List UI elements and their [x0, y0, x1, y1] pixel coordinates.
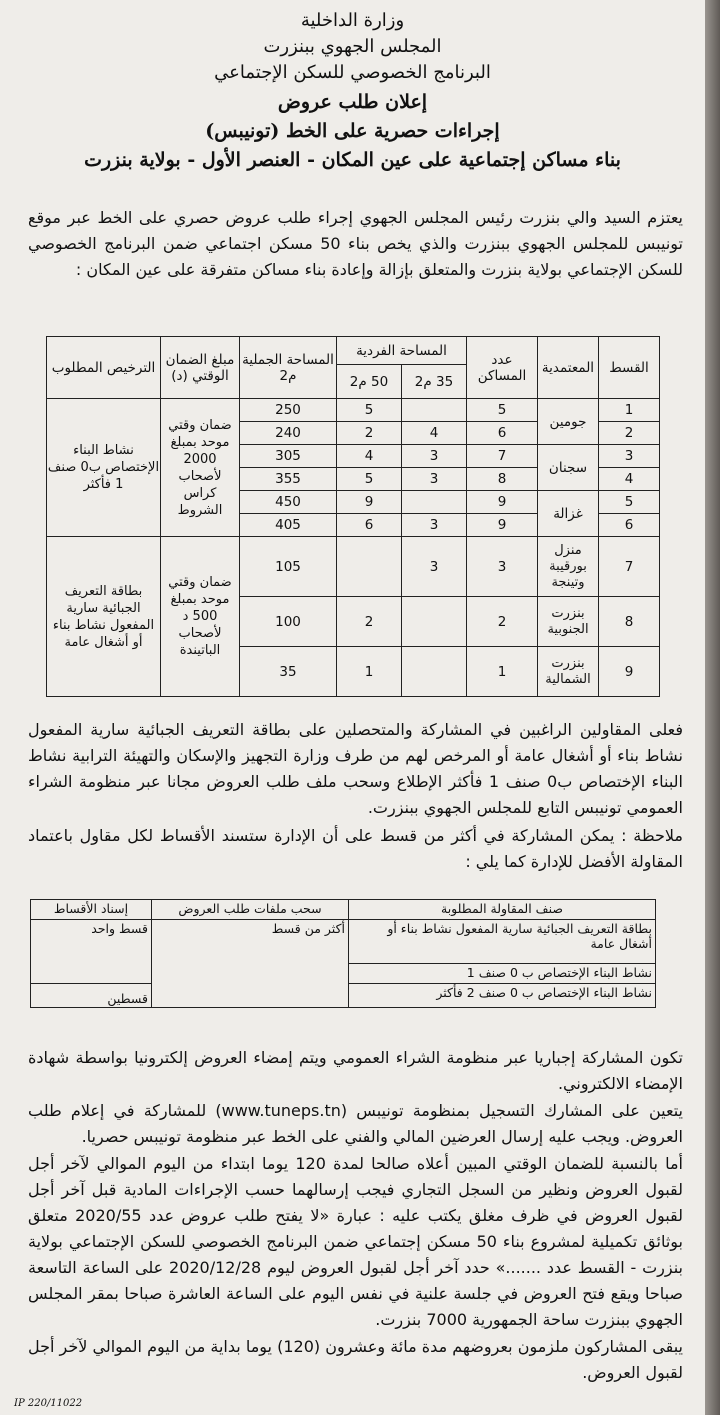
- area35-cell: [402, 399, 467, 422]
- total-area-cell: 450: [240, 491, 337, 514]
- assign-lots-cell: قسطين: [31, 984, 152, 1008]
- notice-title: إعلان طلب عروض: [277, 91, 428, 113]
- count-cell: 8: [467, 468, 538, 491]
- total-area-cell: 105: [240, 537, 337, 597]
- lot-number: 1: [599, 399, 660, 422]
- header-lot: القسط: [599, 337, 660, 399]
- lot-number: 4: [599, 468, 660, 491]
- area35-cell: 3: [402, 468, 467, 491]
- header-total-area: المساحة الجملية م2: [240, 337, 337, 399]
- validity-paragraph: يبقى المشاركون ملزمون بعروضهم مدة مائة وعشرون (120) يوما بداية من اليوم الموالي لآخر أجل لقبول العروض.: [28, 1337, 683, 1382]
- header-contractor-type: صنف المقاولة المطلوبة: [349, 900, 656, 920]
- assignment-table: [30, 899, 656, 1008]
- area35-cell: [402, 597, 467, 647]
- area50-cell: 2: [337, 597, 402, 647]
- council-line: المجلس الجهوي ببنزرت: [263, 36, 442, 57]
- lot-number: 3: [599, 445, 660, 468]
- license-cell: بطاقة التعريف الجبائية سارية المفعول نشاط بناء أو أشغال عامة: [47, 537, 161, 697]
- delegation-cell: سجنان: [538, 445, 599, 491]
- count-cell: 3: [467, 537, 538, 597]
- conditions-paragraph: فعلى المقاولين الراغبين في المشاركة والمتحصلين على بطاقة التعريف الجبائية سارية المفعول نشاط بناء أو أشغال عامة أو المرخص لهم من طرف وزارة التجهيز والإسكان والتهيئة الترابية نشاط البناء الإختصاص ب0 صنف 1 فأكثر الإطلاع وسحب ملف طلب العروض مجانا عبر منظومة الشراء العمومي تونيبس التابع للمجلس الجهوي ببنزرت.: [28, 720, 683, 817]
- registration-paragraph: يتعين على المشارك التسجيل بمنظومة تونيبس (www.tuneps.tn) للمشاركة في إعلام طلب العروض. ويجب عليه إرسال العرضين المالي والفني على الخط عبر منظومة تونيبس حصريا.: [28, 1101, 684, 1146]
- note-paragraph: ملاحظة : يمكن المشاركة في أكثر من قسط على أن الإدارة ستسند الأقساط لكل مقاول باعتماد المقاولة الأفضل للإدارة كما يلي :: [28, 826, 683, 871]
- lot-number: 8: [599, 597, 660, 647]
- header-license: الترخيص المطلوب: [47, 337, 161, 399]
- area50-cell: 9: [337, 491, 402, 514]
- total-area-cell: 405: [240, 514, 337, 537]
- area50-cell: 5: [337, 399, 402, 422]
- area50-cell: 5: [337, 468, 402, 491]
- count-cell: 9: [467, 514, 538, 537]
- project-title: بناء مساكن إجتماعية على عين المكان - العنصر الأول - بولاية بنزرت: [84, 149, 621, 171]
- header-delegation: المعتمدية: [538, 337, 599, 399]
- lot-number: 5: [599, 491, 660, 514]
- delegation-cell: منزل بورقيبة وتينجة: [538, 537, 599, 597]
- lot-number: 9: [599, 647, 660, 697]
- total-area-cell: 100: [240, 597, 337, 647]
- header-count: عدد المساكن: [467, 337, 538, 399]
- contractor-type-cell: نشاط البناء الإختصاص ب 0 صنف 2 فأكثر: [349, 984, 656, 1008]
- area35-cell: 4: [402, 422, 467, 445]
- count-cell: 5: [467, 399, 538, 422]
- lot-number: 6: [599, 514, 660, 537]
- total-area-cell: 250: [240, 399, 337, 422]
- area35-cell: [402, 491, 467, 514]
- contractor-type-cell: نشاط البناء الإختصاص ب 0 صنف 1: [349, 964, 656, 984]
- area50-cell: 2: [337, 422, 402, 445]
- page-edge: [705, 0, 720, 1415]
- area50-cell: 6: [337, 514, 402, 537]
- intro-paragraph: يعتزم السيد والي بنزرت رئيس المجلس الجهوي إجراء طلب عروض حصري على الخط عبر موقع تونيبس للمجلس الجهوي ببنزرت والذي يخص بناء 50 مسكن اجتماعي ضمن البرنامج الخصوصي للسكن الإجتماعي بولاية بنزرت والمتعلق بإزالة وإعادة بناء مساكن متفرقة على عين المكان :: [28, 208, 684, 279]
- procedure-title: إجراءات حصرية على الخط (تونيبس): [205, 120, 500, 142]
- area35-cell: 3: [402, 537, 467, 597]
- area50-cell: 4: [337, 445, 402, 468]
- lots-table: [46, 336, 660, 697]
- header-guarantee: مبلغ الضمان الوقتي (د): [161, 337, 240, 399]
- header-assign-lots: إسناد الأقساط: [31, 900, 152, 920]
- area50-cell: 1: [337, 647, 402, 697]
- count-cell: 1: [467, 647, 538, 697]
- area35-cell: 3: [402, 445, 467, 468]
- guarantee-paragraph: أما بالنسبة للضمان الوقتي المبين أعلاه صالحا لمدة 120 يوما ابتداء من اليوم الموالي لآخر أجل لقبول العروض ونظير من السجل التجاري فيجب إرسالهما حسب الإجراءات المادية قبل آخر أجل لقبول العروض في ظرف مغلق يكتب عليه : عبارة «لا يفتح طلب عروض عدد 2020/55 متعلق بوثائق تكميلية لمشروع بناء 50 مسكن إجتماعي ضمن البرنامج الخصوصي للسكن الإجتماعي بولاية بنزرت - القسط عدد .......» حدد آخر أجل لقبول العروض ليوم 2020/12/28 على الساعة التاسعة صباحا ويقع فتح العروض في جلسة علنية في نفس اليوم على الساعة العاشرة صباحا بمقر المجلس الجهوي ببنزرت ساحة الجمهورية 7000 بنزرت.: [28, 1154, 684, 1329]
- program-line: البرنامج الخصوصي للسكن الإجتماعي: [214, 62, 491, 83]
- count-cell: 7: [467, 445, 538, 468]
- license-cell: نشاط البناء الإختصاص ب0 صنف 1 فأكثر: [47, 399, 161, 537]
- contractor-type-cell: بطاقة التعريف الجبائية سارية المفعول نشاط بناء أو أشغال عامة: [349, 920, 656, 964]
- total-area-cell: 240: [240, 422, 337, 445]
- draw-files-cell: أكثر من قسط: [152, 920, 349, 1008]
- lot-number: 2: [599, 422, 660, 445]
- delegation-cell: بنزرت الشمالية: [538, 647, 599, 697]
- ministry-line: وزارة الداخلية: [300, 10, 405, 31]
- lot-number: 7: [599, 537, 660, 597]
- guarantee-cell: ضمان وقتي موحد بمبلغ 500 د لأصحاب الباتيندة: [161, 537, 240, 697]
- area35-cell: [402, 647, 467, 697]
- area35-cell: 3: [402, 514, 467, 537]
- header-50m2: 50 م2: [337, 365, 402, 399]
- total-area-cell: 305: [240, 445, 337, 468]
- count-cell: 6: [467, 422, 538, 445]
- header-35m2: 35 م2: [402, 365, 467, 399]
- assign-lots-cell: قسط واحد: [31, 920, 152, 984]
- total-area-cell: 355: [240, 468, 337, 491]
- guarantee-cell: ضمان وقتي موحد بمبلغ 2000 لأصحاب كراس الشروط: [161, 399, 240, 537]
- count-cell: 2: [467, 597, 538, 647]
- total-area-cell: 35: [240, 647, 337, 697]
- delegation-cell: غزالة: [538, 491, 599, 537]
- count-cell: 9: [467, 491, 538, 514]
- header-unit-area: المساحة الفردية: [337, 337, 467, 365]
- participation-paragraph: تكون المشاركة إجباريا عبر منظومة الشراء العمومي ويتم إمضاء العروض إلكترونيا بواسطة شهادة الإمضاء الالكتروني.: [28, 1048, 683, 1093]
- footer-code: IP 220/11022: [14, 1398, 83, 1409]
- header-draw-files: سحب ملفات طلب العروض: [152, 900, 349, 920]
- delegation-cell: جومين: [538, 399, 599, 445]
- delegation-cell: بنزرت الجنوبية: [538, 597, 599, 647]
- area50-cell: [337, 537, 402, 597]
